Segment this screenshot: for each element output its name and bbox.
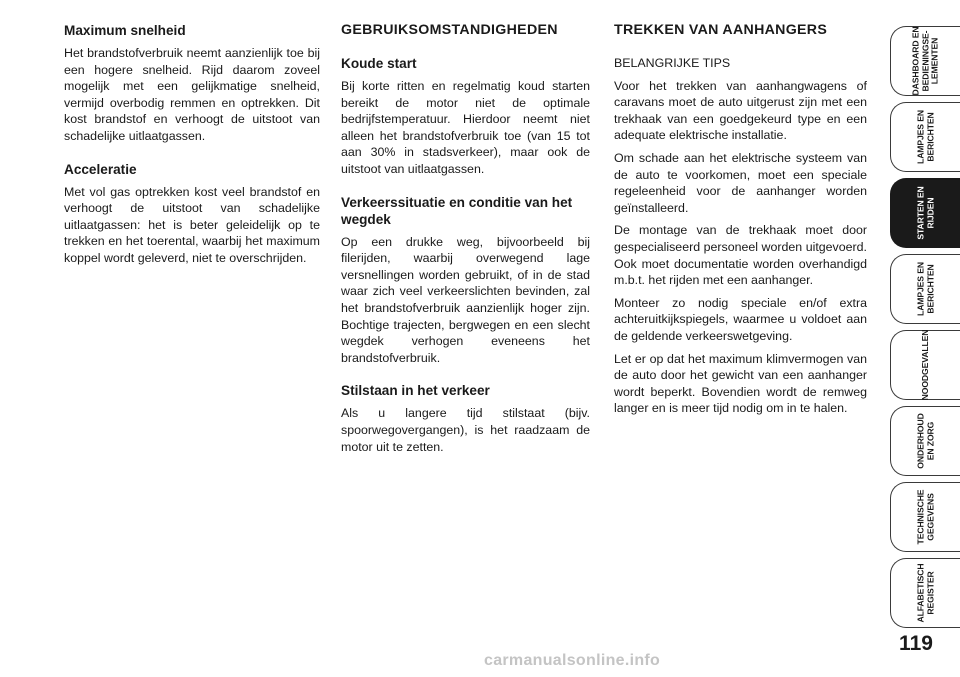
paragraph-trekhaak: Voor het trekken van aanhangwagens of caravans moet de auto uitgerust zijn met een trekhaak van een goedgekeurd type en een adequate elektrische installatie. [614,78,867,143]
column-left [64,22,320,273]
column-middle [341,22,590,461]
paragraph-maximum-snelheid: Het brandstofverbruik neemt aanzienlijk toe bij een hogere snelheid. Rijd daarom zoveel mogelijk met een gelijkmatige snelheid, vermijd overbodig remmen en optrekken. Dit kost brandstof en verhoogt de uitstoot van schadelijke uitlaatgassen. [64,46,320,143]
tab-label: LAMPJES EN BERICHTEN [914,110,935,164]
tab-label: ONDERHOUD EN ZORG [914,413,935,469]
paragraph-verkeerssituatie: Op een drukke weg, bijvoorbeeld bij filerijden, waarbij overwegend lage versnellingen worden gebruikt, of in de stad waar zich veel verkeerslichten bevinden, zal het brandstofverbruik aanzienlijk hoger zijn. Bochtige trajecten, bergwegen en een slecht wegdek verhogen eveneens het brandstofverbruik. [341,234,590,365]
tab-noodgevallen[interactable] [890,330,960,400]
chapter-title-trekken-van-aanhangers: TREKKEN VAN AANHANGERS [614,22,828,38]
paragraph-klimvermogen: Let er op dat het maximum klimvermogen van de auto door het gewicht van een aanhanger wordt beperkt. Bovendien wordt de remweg langer en is meer tijd nodig om in te halen. [614,351,867,416]
chapter-title-gebruiksomstandigheden: GEBRUIKSOMSTANDIGHEDEN [341,22,558,38]
tab-label: DASHBOARD EN BEDIENINGSE- LEMENTEN [910,26,940,96]
tab-label: ALFABETISCH REGISTER [914,563,935,623]
paragraph-spiegels: Monteer zo nodig speciale en/of extra achteruitkijkspiegels, waarmee u voldoet aan de geldende verkeerswetgeving. [614,295,867,343]
tab-label: NOODGEVALLEN [919,329,930,401]
tab-label: TECHNISCHE GEGEVENS [914,489,935,545]
tab-lampjes-en-berichten[interactable] [890,102,960,172]
paragraph-koude-start: Bij korte ritten en regelmatig koud starten bereikt de motor niet de optimale bedrijfstemperatuur. Hierdoor neemt niet alleen het brandstofverbruik toe (van 15 tot aan 30% in stadsverkeer), maar ook de uitstoot van uitlaatgassen. [341,79,590,176]
tab-onderhoud-en-zorg[interactable] [890,406,960,476]
section-title-koude-start: Koude start [341,56,417,71]
paragraph-montage: De montage van de trekhaak moet door gespecialiseerd personeel worden uitgevoerd. Ook moet documentatie worden overhandigd m.b.t. het rijden met een aanhanger. [614,223,867,288]
tab-dashboard-en-bedieningselementen[interactable] [890,26,960,96]
subtitle-belangrijke-tips: BELANGRIJKE TIPS [614,56,731,70]
page-number: 119 [899,632,933,655]
column-right [614,22,867,423]
tab-technische-gegevens[interactable] [890,482,960,552]
tab-lampjes-en-berichten-2[interactable] [890,254,960,324]
tab-starten-en-rijden[interactable] [890,178,960,248]
paragraph-stilstaan: Als u langere tijd stilstaat (bijv. spoorwegovergangen), is het raadzaam de motor uit te zetten. [341,406,590,454]
chapter-tabs [890,26,960,626]
section-title-stilstaan: Stilstaan in het verkeer [341,383,490,399]
section-title-acceleratie: Acceleratie [64,161,137,177]
tab-label: LAMPJES EN BERICHTEN [914,262,935,316]
section-title-verkeerssituatie: Verkeerssituatie en conditie van het wegdek [341,194,573,227]
paragraph-regeleenheid: Om schade aan het elektrische systeem van de auto te voorkomen, moet een speciale regeleenheid voor de aanhanger worden geïnstalleerd. [614,150,867,215]
section-title-maximum-snelheid: Maximum snelheid [64,23,186,38]
tab-alfabetisch-register[interactable] [890,558,960,628]
tab-label: STARTEN EN RIJDEN [914,186,935,240]
watermark: carmanualsonline.info [484,652,661,669]
paragraph-acceleratie: Met vol gas optrekken kost veel brandstof en verhoogt de uitstoot van schadelijke uitlaatgassen: het is beter geleidelijk op te trekken en het toerental, waarbij het maximum koppel wordt geleverd, niet te overschrijden. [64,184,320,265]
